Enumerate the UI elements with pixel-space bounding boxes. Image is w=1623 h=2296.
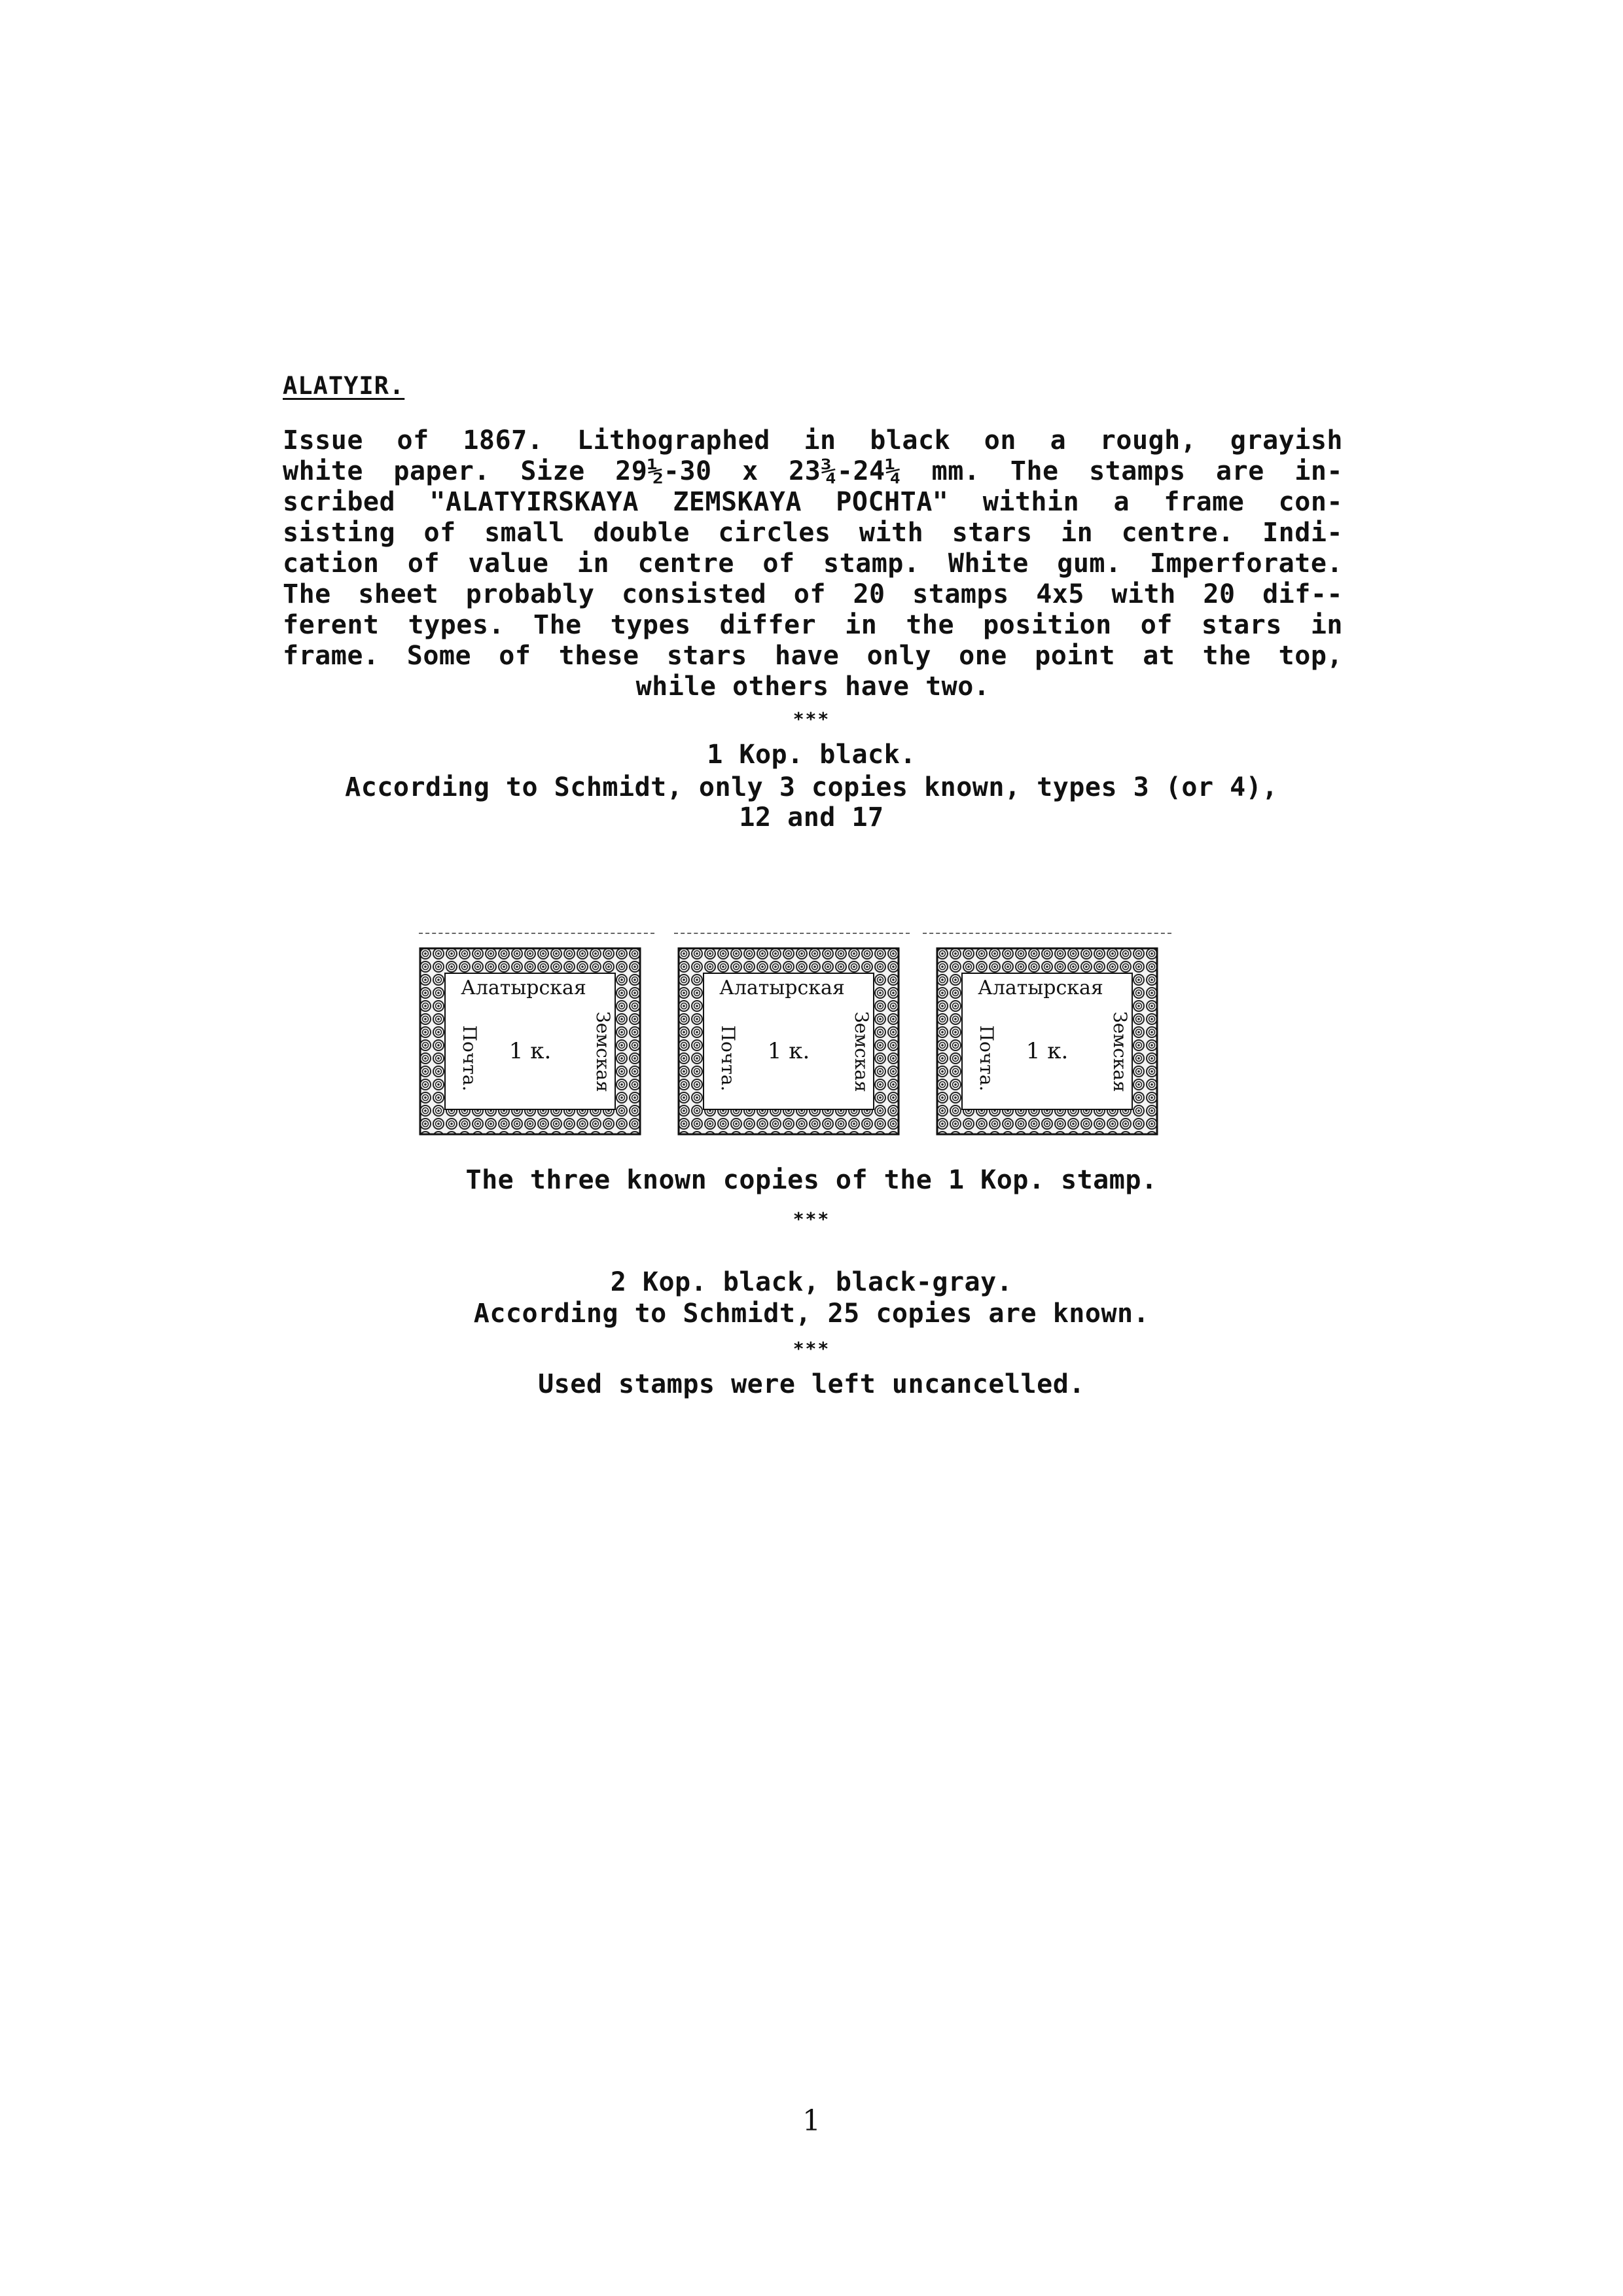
separator: *** bbox=[793, 708, 830, 730]
stamp-image bbox=[419, 947, 641, 1136]
separator: *** bbox=[793, 1208, 830, 1230]
stamp-top-text: Алатырская bbox=[461, 977, 586, 999]
paragraph-line: ferent types. The types differ in the position of stars in bbox=[283, 610, 1343, 640]
paragraph-line: cation of value in centre of stamp. White gum. Imperforate. bbox=[283, 548, 1343, 579]
stamp-right-text: Земская bbox=[592, 1011, 614, 1092]
stamp-value: 1 к. bbox=[767, 1038, 810, 1064]
stamp-left-text: Почта. bbox=[717, 1025, 739, 1092]
page-number: 1 bbox=[802, 2104, 821, 2138]
stamp-caption: The three known copies of the 1 Kop. stamp. bbox=[465, 1165, 1158, 1195]
stamp-illustrations bbox=[412, 933, 1178, 1142]
stamp-image bbox=[936, 947, 1158, 1136]
kop1-line2: 12 and 17 bbox=[739, 802, 884, 833]
paragraph-line: white paper. Size 29½-30 x 23¾-24¼ mm. The stamps are in- bbox=[283, 456, 1343, 486]
stamp-top-text: Алатырская bbox=[978, 977, 1103, 999]
stamp-top-text: Алатырская bbox=[719, 977, 845, 999]
stamp-left-text: Почта. bbox=[459, 1025, 480, 1092]
paragraph-line: Issue of 1867. Lithographed in black on a rough, grayish bbox=[283, 425, 1343, 456]
kop1-line1: According to Schmidt, only 3 copies known, types 3 (or 4), bbox=[345, 772, 1278, 802]
paragraph-line: frame. Some of these stars have only one point at the top, bbox=[283, 641, 1343, 671]
paragraph-line: scribed "ALATYIRSKAYA ZEMSKAYA POCHTA" within a frame con- bbox=[283, 487, 1343, 517]
closing-note: Used stamps were left uncancelled. bbox=[538, 1369, 1085, 1399]
paragraph-line: while others have two. bbox=[635, 672, 990, 702]
stamp-copy-2 bbox=[677, 947, 900, 1136]
separator: *** bbox=[793, 1338, 830, 1359]
stamp-copy-3 bbox=[936, 947, 1158, 1136]
stamp-value: 1 к. bbox=[508, 1038, 552, 1064]
stamp-image bbox=[677, 947, 900, 1136]
cut-line bbox=[923, 933, 1171, 938]
paragraph-line: The sheet probably consisted of 20 stamps 4x5 with 20 dif-- bbox=[283, 579, 1343, 609]
kop2-title: 2 Kop. black, black-gray. bbox=[610, 1267, 1013, 1297]
paragraph-line: sisting of small double circles with stars in centre. Indi- bbox=[283, 518, 1343, 548]
heading: ALATYIR. bbox=[283, 372, 405, 400]
stamp-value: 1 к. bbox=[1026, 1038, 1069, 1064]
kop2-line1: According to Schmidt, 25 copies are known. bbox=[473, 1299, 1150, 1329]
kop1-title: 1 Kop. black. bbox=[707, 740, 916, 770]
description-paragraph bbox=[283, 425, 1343, 702]
stamp-left-text: Почта. bbox=[976, 1025, 997, 1092]
cut-line bbox=[674, 933, 910, 938]
stamp-right-text: Земская bbox=[851, 1011, 872, 1092]
cut-line bbox=[419, 933, 654, 938]
stamp-copy-1 bbox=[419, 947, 641, 1136]
stamp-right-text: Земская bbox=[1109, 1011, 1131, 1092]
